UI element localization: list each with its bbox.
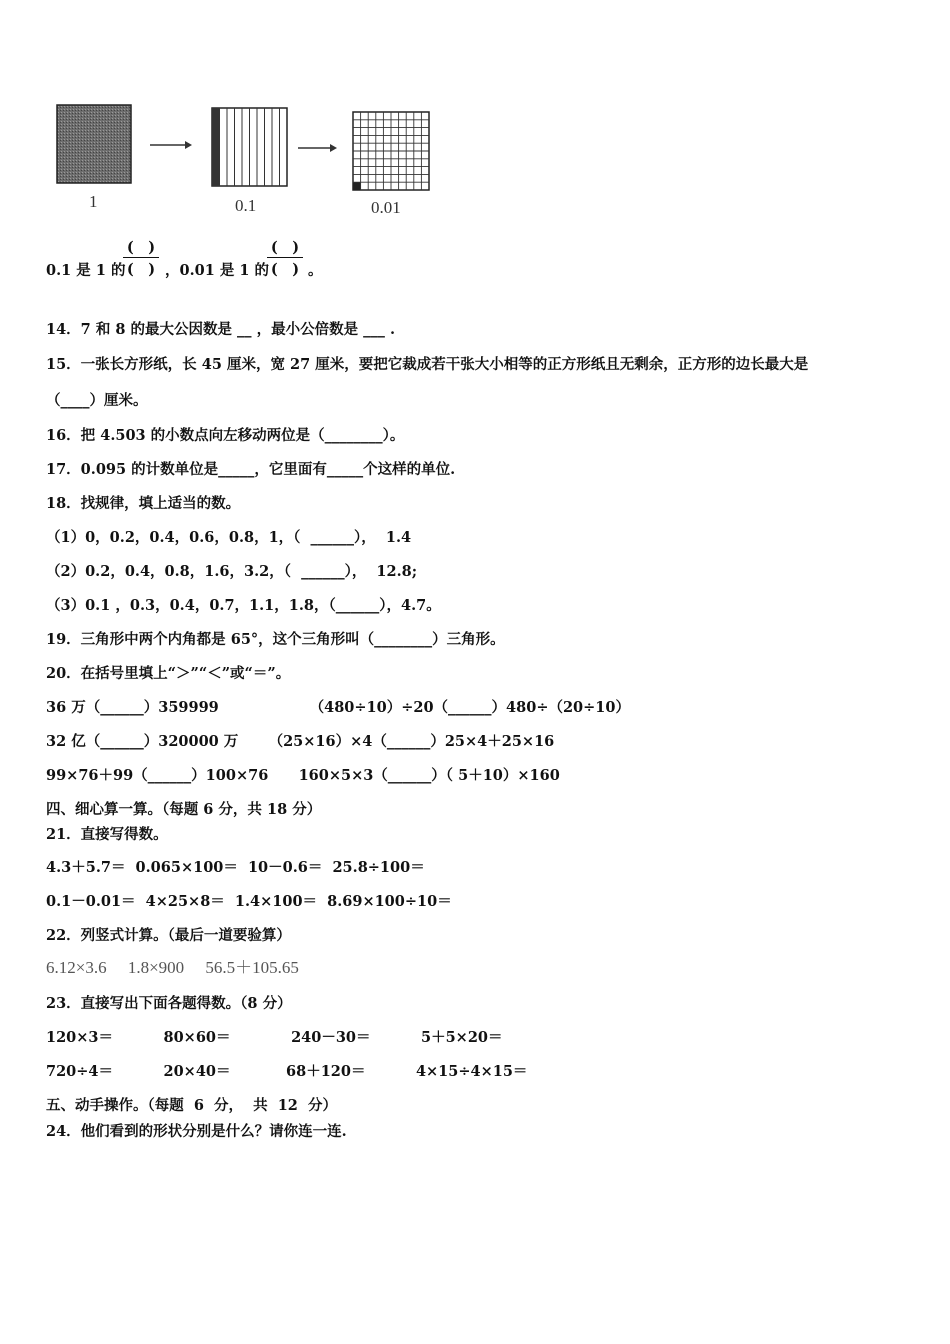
question-20-row-3: 99×76＋99（______）100×76 160×5×3（______）（ 5＋10）×160 xyxy=(46,767,560,784)
section-four-heading: 四、细心算一算。（每题 6 分，共 18 分） xyxy=(46,801,322,818)
fraction-bar xyxy=(267,257,303,258)
question-23: 23．直接写出下面各题得数。（8 分） xyxy=(46,995,292,1012)
question-20-row-2: 32 亿（______）320000 万 （25×16）×4（______）25×4＋25×16 xyxy=(46,733,555,750)
whole-square xyxy=(57,105,131,183)
q13-text-a: 0.1 是 1 的 xyxy=(46,262,126,279)
question-14: 14．7 和 8 的最大公因数是 __ ，最小公倍数是 ___ . xyxy=(46,321,395,338)
question-19: 19．三角形中两个内角都是 65°，这个三角形叫（________）三角形。 xyxy=(46,631,505,648)
fraction-2-numerator: ( ) xyxy=(270,239,300,256)
figure-label-tenth: 0.1 xyxy=(235,196,257,215)
figure-label-hundredth: 0.01 xyxy=(371,198,401,217)
question-20-row-1: 36 万（______）359999 （480÷10）÷20（______）480÷（20÷10） xyxy=(46,699,630,716)
question-23-row-1: 120×3＝ 80×60＝ 240－30＝ 5＋5×20＝ xyxy=(46,1029,503,1046)
fraction-1-denominator: ( ) xyxy=(126,261,156,278)
arrow-icon xyxy=(298,144,337,152)
question-22-expressions: 6.12×3.6 1.8×900 56.5＋105.65 xyxy=(46,958,299,977)
question-21: 21．直接写得数。 xyxy=(46,826,168,843)
question-23-row-2: 720÷4＝ 20×40＝ 68＋120＝ 4×15÷4×15＝ xyxy=(46,1063,528,1080)
section-five-heading: 五、动手操作。（每题 6 分， 共 12 分） xyxy=(46,1097,337,1114)
fraction-bar xyxy=(123,257,159,258)
question-18-part-2: （2）0.2，0.4，0.8，1.6，3.2，（ ______）， 12.8; xyxy=(46,563,418,580)
fraction-2-denominator: ( ) xyxy=(270,261,300,278)
fraction-2 xyxy=(265,236,305,279)
fraction-1 xyxy=(121,236,161,279)
decimal-model-figure xyxy=(55,100,445,220)
question-18-part-1: （1）0，0.2，0.4，0.6，0.8，1，（ ______）， 1.4 xyxy=(46,529,412,546)
q13-text-c: 。 xyxy=(308,262,323,279)
question-17: 17．0.095 的计数单位是_____，它里面有_____个这样的单位. xyxy=(46,461,456,478)
question-15-answer: （____）厘米。 xyxy=(46,392,148,409)
question-21-row-1: 4.3＋5.7＝ 0.065×100＝ 10－0.6＝ 25.8÷100＝ xyxy=(46,859,425,876)
question-18: 18．找规律，填上适当的数。 xyxy=(46,495,241,512)
question-21-row-2: 0.1－0.01＝ 4×25×8＝ 1.4×100＝ 8.69×100÷10＝ xyxy=(46,893,452,910)
question-24: 24．他们看到的形状分别是什么？请你连一连. xyxy=(46,1123,347,1140)
figure-label-one: 1 xyxy=(89,192,98,211)
question-22: 22．列竖式计算。（最后一道要验算） xyxy=(46,927,291,944)
fraction-1-numerator: ( ) xyxy=(126,239,156,256)
question-18-part-3: （3）0.1 ，0.3，0.4，0.7，1.1，1.8，（______），4.7。 xyxy=(46,597,441,614)
arrow-icon xyxy=(150,141,192,149)
question-15: 15．一张长方形纸，长 45 厘米，宽 27 厘米，要把它裁成若干张大小相等的正方形纸且无剩余，正方形的边长最大是 xyxy=(46,356,809,373)
question-20: 20．在括号里填上“＞”“＜”或“＝”。 xyxy=(46,665,291,682)
q13-text-b: ，0.01 是 1 的 xyxy=(165,262,270,279)
question-16: 16．把 4.503 的小数点向左移动两位是（________）。 xyxy=(46,427,405,444)
